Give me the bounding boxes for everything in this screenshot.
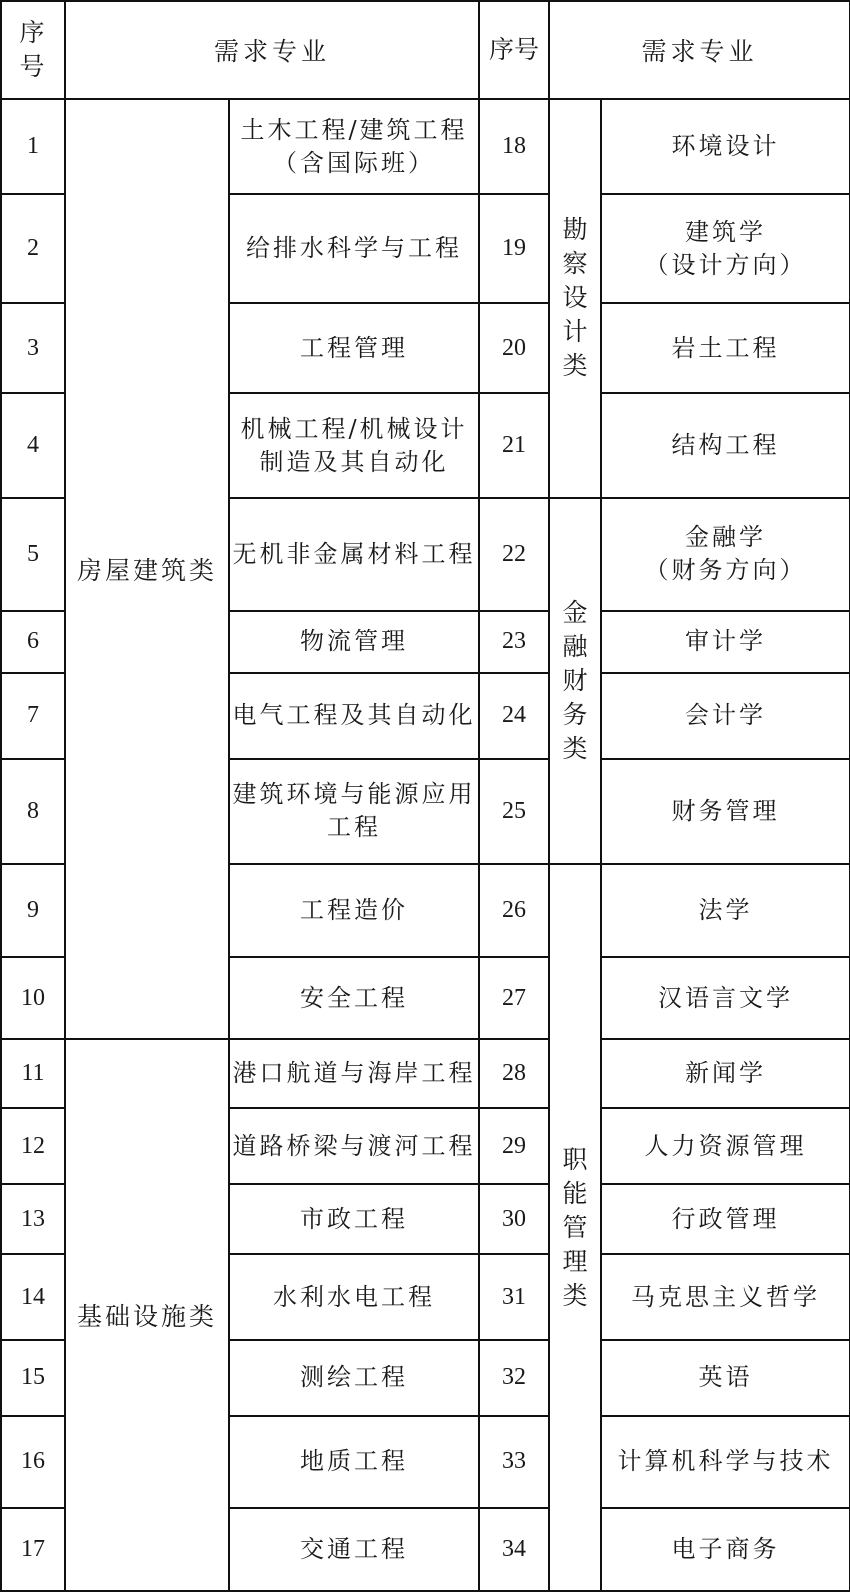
- major-cell-right: [601, 498, 850, 611]
- category-survey-design-char: 类: [562, 351, 588, 381]
- major-line-1: 财务管理: [671, 796, 780, 825]
- major-line-2: （设计方向）: [644, 250, 807, 279]
- major-line-1: 英语: [698, 1363, 753, 1392]
- major-line-1: 建筑学: [685, 217, 767, 246]
- major-cell-left: [229, 1508, 479, 1591]
- category-survey-design-char: 设: [562, 283, 588, 313]
- major-line-1: 人力资源管理: [644, 1131, 807, 1160]
- seq-number-left: 1: [1, 99, 65, 194]
- header-major-left: 需求专业: [65, 1, 479, 99]
- seq-number-left: 6: [1, 611, 65, 673]
- major-cell-left: [229, 1108, 479, 1184]
- header-seq-left: [1, 1, 65, 99]
- major-cell-left: [229, 759, 479, 864]
- major-line-1: 会计学: [685, 701, 767, 730]
- major-line-1: 计算机科学与技术: [617, 1447, 834, 1476]
- major-line-1: 金融学: [685, 523, 767, 552]
- seq-number-right: 20: [479, 303, 549, 393]
- major-line-1: 交通工程: [300, 1534, 408, 1563]
- major-cell-left: [229, 303, 479, 393]
- major-line-1: 新闻学: [685, 1059, 767, 1088]
- major-line-2: 制造及其自动化: [259, 447, 449, 476]
- seq-number-right: 31: [479, 1254, 549, 1339]
- seq-number-right: 25: [479, 759, 549, 864]
- major-line-1: 土木工程/建筑工程: [240, 115, 468, 144]
- table-row: [1, 99, 850, 194]
- header-row: [1, 1, 850, 99]
- major-cell-right: [601, 393, 850, 497]
- major-cell-right: [601, 303, 850, 393]
- major-cell-right: [601, 194, 850, 303]
- category-admin-management-char: 管: [562, 1212, 588, 1242]
- seq-number-right: 22: [479, 498, 549, 611]
- header-seq-left-char2: 号: [19, 52, 47, 82]
- seq-number-left: 8: [1, 759, 65, 864]
- major-cell-right: [601, 1184, 850, 1254]
- major-cell-right: [601, 1508, 850, 1591]
- major-line-1: 审计学: [685, 627, 767, 656]
- seq-number-right: 27: [479, 957, 549, 1039]
- seq-number-left: 13: [1, 1184, 65, 1254]
- major-cell-right: [601, 1108, 850, 1184]
- major-line-2: 工程: [327, 813, 381, 842]
- major-cell-left: [229, 194, 479, 303]
- seq-number-right: 24: [479, 673, 549, 759]
- seq-number-left: 2: [1, 194, 65, 303]
- seq-number-right: 19: [479, 194, 549, 303]
- major-line-1: 岩土工程: [671, 333, 780, 362]
- major-cell-left: [229, 611, 479, 673]
- category-finance-char: 金: [562, 597, 588, 627]
- major-line-2: （含国际班）: [273, 148, 435, 177]
- category-admin-management: [549, 864, 601, 1591]
- category-admin-management-char: 职: [562, 1144, 588, 1174]
- category-admin-management-char: 能: [562, 1178, 588, 1208]
- major-line-1: 建筑环境与能源应用: [232, 780, 476, 809]
- major-line-1: 马克思主义哲学: [631, 1282, 821, 1311]
- seq-number-left: 4: [1, 393, 65, 497]
- major-cell-left: [229, 864, 479, 957]
- seq-number-right: 28: [479, 1039, 549, 1108]
- seq-number-left: 9: [1, 864, 65, 957]
- header-major-right: 需求专业: [549, 1, 850, 99]
- seq-number-left: 10: [1, 957, 65, 1039]
- major-line-1: 法学: [698, 896, 753, 925]
- major-cell-left: [229, 99, 479, 194]
- seq-number-left: 3: [1, 303, 65, 393]
- major-line-1: 汉语言文学: [658, 983, 794, 1012]
- category-finance-char: 财: [562, 665, 588, 695]
- major-cell-right: [601, 1039, 850, 1108]
- seq-number-left: 12: [1, 1108, 65, 1184]
- seq-number-right: 18: [479, 99, 549, 194]
- major-cell-left: [229, 498, 479, 611]
- seq-number-right: 34: [479, 1508, 549, 1591]
- major-line-1: 港口航道与海岸工程: [232, 1059, 476, 1088]
- major-line-1: 安全工程: [300, 983, 408, 1012]
- major-cell-right: [601, 1416, 850, 1508]
- category-survey-design-char: 计: [562, 317, 588, 347]
- seq-number-right: 26: [479, 864, 549, 957]
- category-finance-char: 融: [562, 631, 588, 661]
- major-cell-left: [229, 1184, 479, 1254]
- seq-number-right: 21: [479, 393, 549, 497]
- major-line-1: 市政工程: [300, 1204, 408, 1233]
- major-cell-right: [601, 99, 850, 194]
- seq-number-right: 33: [479, 1416, 549, 1508]
- major-line-1: 地质工程: [300, 1447, 408, 1476]
- major-cell-left: [229, 1039, 479, 1108]
- major-cell-right: [601, 759, 850, 864]
- major-cell-right: [601, 1254, 850, 1339]
- seq-number-right: 32: [479, 1340, 549, 1416]
- major-cell-left: [229, 1254, 479, 1339]
- major-cell-right: [601, 957, 850, 1039]
- category-survey-design-char: 勘: [562, 215, 588, 245]
- major-line-1: 物流管理: [300, 627, 408, 656]
- major-cell-left: [229, 1416, 479, 1508]
- major-line-1: 工程造价: [300, 896, 408, 925]
- category-admin-management-char: 类: [562, 1280, 588, 1310]
- seq-number-left: 5: [1, 498, 65, 611]
- major-line-1: 电子商务: [671, 1534, 780, 1563]
- seq-number-left: 14: [1, 1254, 65, 1339]
- major-cell-left: [229, 1340, 479, 1416]
- header-seq-right: 序号: [479, 1, 549, 99]
- category-survey-design: [549, 99, 601, 497]
- major-line-1: 工程管理: [300, 333, 408, 362]
- major-line-1: 道路桥梁与渡河工程: [232, 1131, 476, 1160]
- major-line-1: 行政管理: [671, 1204, 780, 1233]
- major-cell-right: [601, 864, 850, 957]
- seq-number-left: 15: [1, 1340, 65, 1416]
- seq-number-left: 17: [1, 1508, 65, 1591]
- major-line-1: 机械工程/机械设计: [240, 414, 468, 443]
- category-infrastructure: 基础设施类: [65, 1039, 229, 1591]
- table-body: [1, 1, 850, 1591]
- header-seq-left-char1: 序: [19, 18, 47, 48]
- major-cell-right: [601, 611, 850, 673]
- major-line-1: 水利水电工程: [273, 1282, 435, 1311]
- table-row: [1, 1039, 850, 1108]
- major-cell-left: [229, 673, 479, 759]
- category-finance-char: 务: [562, 699, 588, 729]
- category-finance: [549, 498, 601, 864]
- seq-number-right: 23: [479, 611, 549, 673]
- category-survey-design-char: 察: [562, 249, 588, 279]
- major-line-1: 给排水科学与工程: [246, 234, 462, 263]
- seq-number-right: 30: [479, 1184, 549, 1254]
- category-housing: 房屋建筑类: [65, 99, 229, 1039]
- seq-number-left: 16: [1, 1416, 65, 1508]
- major-line-1: 环境设计: [671, 132, 780, 161]
- major-line-1: 无机非金属材料工程: [232, 539, 476, 568]
- major-cell-right: [601, 1340, 850, 1416]
- seq-number-left: 7: [1, 673, 65, 759]
- major-line-1: 测绘工程: [300, 1363, 408, 1392]
- seq-number-right: 29: [479, 1108, 549, 1184]
- major-cell-right: [601, 673, 850, 759]
- major-line-1: 结构工程: [671, 431, 780, 460]
- major-cell-left: [229, 957, 479, 1039]
- category-finance-char: 类: [562, 733, 588, 763]
- major-line-1: 电气工程及其自动化: [232, 701, 476, 730]
- major-line-2: （财务方向）: [644, 556, 807, 585]
- major-cell-left: [229, 393, 479, 497]
- category-admin-management-char: 理: [562, 1246, 588, 1276]
- seq-number-left: 11: [1, 1039, 65, 1108]
